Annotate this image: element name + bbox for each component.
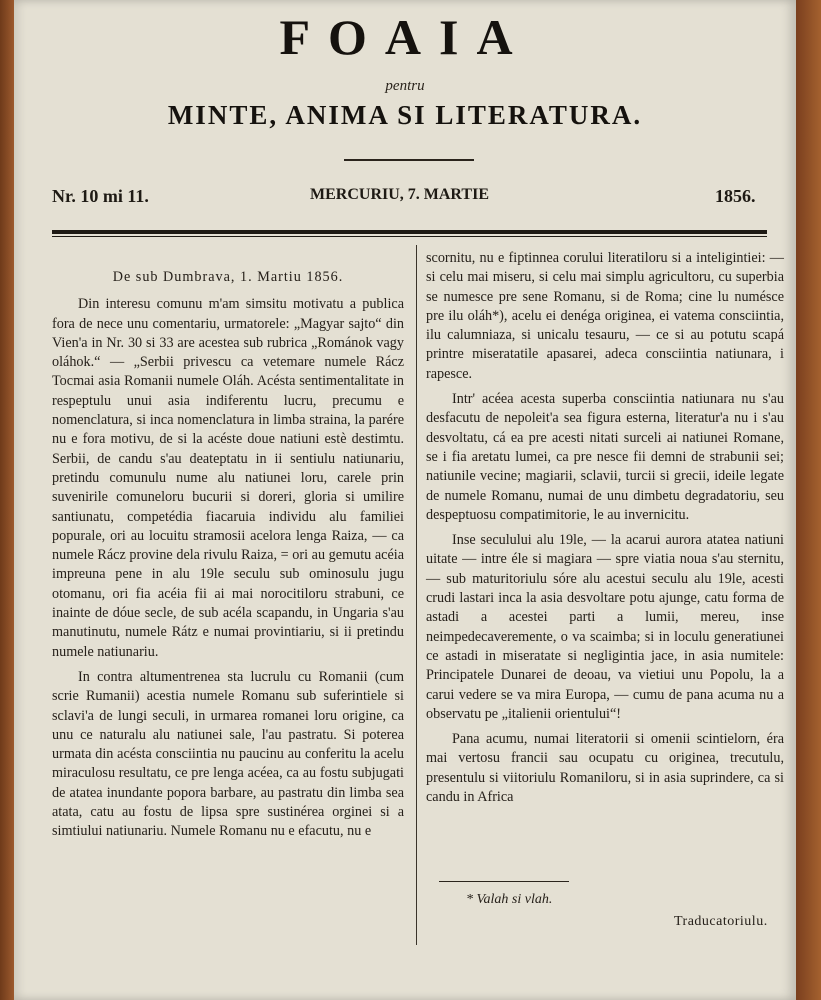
book-edge [796, 0, 821, 1000]
article-paragraph: In contra altumentrenea sta lucrulu cu Romanii (cum scrie Rumanii) acestia numele Romanu sub suferintiele si sclavi'a de lungi seculi, in urmarea romanei loru origine, ca unu ce naturalu alu natiunei sale, l'au pastratu. Si poterea urmata din acésta consciintia nu paucinu au conferitu la acelu miraculosu resultatu, ce pre lenga acéea, ca au fostu subjugati de atatea inundante popora barbare, au pastratu din limba sea atata, catu au fostu de lipsa spre sustinérea orginei si a simtiului natiunariu. Numele Romanu nu e efacutu, nu e [52, 668, 404, 840]
masthead-title: FOAIA [279, 9, 531, 65]
article-paragraph: Intr' acéea acesta superba consciintia natiunara nu s'au desfacutu de nepoleit'a sea figura esterna, literatur'a nu i s'au desvoltatu, cá ea pre acesti nitati surceli ai natiunei Romane, se i fia aretatu lumei, ca pre nesce fii demni de strabunii sei; natiunile vecine; magiarii, sclavii, turcii si grecii, ideile legate de numele Romanu, numai de unu dimbetu degradatoriu, seu despeptuosu compatimitorie, le au invernicitu. [426, 391, 784, 523]
footnote-rule [439, 881, 569, 882]
issue-year: 1856. [715, 186, 756, 206]
newspaper-page [14, 0, 796, 1000]
article-paragraph: Pana acumu, numai literatorii si omenii scintielorn, éra mai vertosu francii sau ocupatu cu originea, trecutulu, presentulu si viitoriulu Romaniloru, si in asia suprindere, ca si candu in Africa [426, 731, 784, 806]
page-binding [0, 0, 14, 1000]
masthead-subtitle: MINTE, ANIMA SI LITERATURA. [167, 100, 643, 130]
issue-number: Nr. 10 mi 11. [52, 186, 149, 206]
issue-date: MERCURIU, 7. MARTIE [310, 186, 489, 203]
header-rule-thick [52, 230, 767, 234]
right-column [426, 249, 784, 813]
article-paragraph: scornitu, nu e fiptinnea corului literatiloru si a inteligintiei: — si celu mai miseru, si celu mai simplu agricultoru, cu superbia se numesce pre sene Romanu, si de Roma; cine lu numésce pre ilu oláh*), acelu ei denéga originea, ei vatema consciintia, ilu calumniaza, si unicalu tesauru, — ce si au potutu scapá printre miseratatile apasarei, adeca consciintia natiunara, i rapesce. [426, 250, 784, 382]
masthead-rule [344, 159, 474, 161]
masthead-pentru: pentru [385, 78, 425, 94]
footnote: * Valah si vlah. [466, 892, 553, 907]
article-dateline: De sub Dumbrava, 1. Martiu 1856. [112, 269, 344, 285]
article-paragraph: Inse seculului alu 19le, — la acarui aurora atatea natiuni uitate — intre éle si magiara — spre viatia noua s'au sternitu, — sub maturitoriulu sóre alu acestui seculu alu 19le, acesti crudi lastari inca la asia desvoltare potu ajunge, catu forma de astadi a acestei parti a lumii, mereu, inse neimpedecaveremente, o va scaimba; si in loculu generatiunei ce astadi in miseratate si negligintia jace, in asia numitele: Principatele Dunarei de deoau, va vietiui unu Popolu, la a carui vedere se va mira Europa, — cumu de pana acuma nu a observatu pe „italienii orientului“! [426, 532, 784, 722]
left-column [52, 268, 404, 848]
header-rule-thin [52, 236, 767, 237]
column-divider [416, 245, 417, 945]
article-paragraph: Din interesu comunu m'am simsitu motivatu a publica fora de nece unu comentariu, urmatorele: „Magyar sajto“ din Vien'a in Nr. 30 si 33 are acestea sub rubrica „Románok vagy oláhok.“ — „Serbii privescu ca vetemare numele Rácz Tocmai asia Romanii numele Oláh. Acésta sentimentalitate in respeptulu unui asia indiferentu lucru, precumu e nomenclatura, si inca nomenclatura in limba straina, la parére nu e fora motivu, de si la acéste doue natiuni estè destimtu. Serbii, de candu s'au deateptatu in ii sentiulu natiunariu, pretindu comunulu nume alu natiunei loru, carele prin suvenirile comuneloru bucurii si doreri, gloria si umilire santiunatu, competédia fiacaruia individu alu familiei popurale, ori au locuitu stramosii acelora lenga Raiza, — ca numele Rácz provine dela rivulu Raiza, = ori au gemutu acéia impreuna pene in alu 19le seculu sub ominosulu jugu otomanu, ori fia acéia fii ai mai norocitiloru strabuni, ce inainte de dóue secle, de sub acéla scapandu, in Ungaria s'au manutinutu, numele Rátz e numai provintiariu, si ii pretindu numele natiunariu. [52, 296, 404, 660]
signature: Traducatoriulu. [674, 914, 768, 929]
